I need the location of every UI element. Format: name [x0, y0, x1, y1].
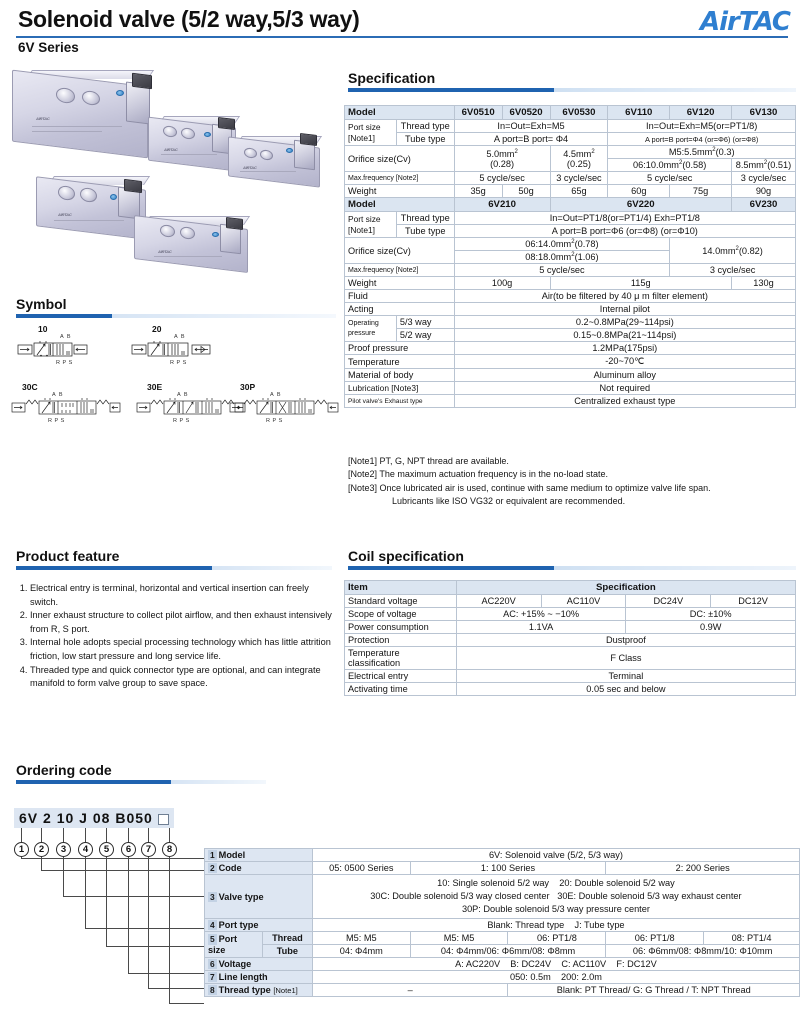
symbol-30P — [228, 382, 340, 424]
symbol-ports-ab: A B — [174, 334, 186, 340]
port-size-label: Port size [Note1] — [345, 120, 397, 146]
maxfreq-label: Max.frequency [Note2] — [345, 172, 455, 185]
note-3b: Lubricants like ISO VG32 or equivalent are recommended. — [392, 496, 626, 507]
table-row — [205, 958, 800, 971]
note-3: [Note3] Once lubricated air is used, continue with same medium to optimize valve life span. — [348, 482, 711, 493]
tube-row-label: Tube — [262, 945, 312, 958]
coil-specification-bar — [348, 566, 796, 570]
model-cell: 6V220 — [550, 198, 731, 212]
symbol-section-title: Symbol — [16, 296, 67, 312]
table-row — [345, 225, 796, 238]
table-row — [205, 849, 800, 862]
voltage-value: DC24V — [626, 595, 711, 608]
specification-section-bar — [348, 88, 796, 92]
table-row — [345, 133, 796, 146]
table-row — [345, 634, 796, 647]
indicator-dot — [212, 232, 219, 237]
tube-type-label: Tube type — [396, 133, 454, 146]
symbol-20 — [130, 324, 228, 366]
specification-section — [348, 70, 796, 92]
tube-type-label: Tube type — [396, 225, 454, 238]
weight-value: 130g — [731, 277, 795, 290]
indicator-dot — [286, 148, 293, 153]
thread-type-left: – — [312, 984, 508, 997]
symbol-section-bar — [16, 314, 336, 318]
thread-value: 08: PT1/4 — [704, 932, 800, 945]
ordering-circle-8: 8 — [162, 842, 177, 857]
proof-pressure-label: Proof pressure — [345, 342, 455, 355]
valve-type-line-1: 10: Single solenoid 5/2 way 20: Double solenoid 5/2 way — [437, 878, 675, 888]
valve-photo-2: AIRTAC — [148, 116, 248, 176]
protection-value: Dustproof — [456, 634, 795, 647]
orifice-85-value: $8.5mm^2(0.51)$ — [731, 159, 795, 172]
voltage-value: DC12V — [711, 595, 796, 608]
scope-voltage-label: Scope of voltage — [345, 608, 457, 621]
orifice-value-2: $4.5mm^2$ (0.25) — [550, 146, 608, 172]
orifice-08-value-b: $08:18.0mm^2(1.06)$ — [454, 251, 670, 264]
leader-v-6 — [128, 857, 129, 973]
scope-ac-value: AC: +15% ~ −10% — [456, 608, 626, 621]
electrical-entry-value: Terminal — [456, 670, 795, 683]
table-row — [345, 382, 796, 395]
symbol-ports-rps: R P S — [56, 360, 73, 366]
table-row — [345, 316, 796, 329]
product-photo-group — [6, 58, 336, 288]
symbol-code-label: 30C — [22, 382, 38, 392]
coil-specification-table — [344, 580, 796, 696]
thread-value: 06: PT1/8 — [606, 932, 704, 945]
table-row — [345, 264, 796, 277]
activating-time-label: Activating time — [345, 683, 457, 696]
table-row — [345, 198, 796, 212]
tube-value: 04: Φ4mm — [312, 945, 410, 958]
list-item: 3. Internal hole adopts special processing technology which has little attrition friction, low start pressure and long service life. — [30, 636, 336, 663]
coil-item-header: Item — [345, 581, 457, 595]
leader-stem — [63, 828, 64, 842]
model-cell: 6V0530 — [550, 106, 608, 120]
ordering-circle-3: 3 — [56, 842, 71, 857]
ordering-code-label: 2 Code — [205, 862, 313, 875]
ordering-circle-1: 1 — [14, 842, 29, 857]
orifice-right-value-b: $14.0mm^2(0.82)$ — [670, 238, 796, 264]
table-row — [345, 395, 796, 408]
code-part-6: B — [115, 810, 127, 826]
leader-v-5 — [106, 857, 107, 946]
ordering-code-value: 1: 100 Series — [410, 862, 606, 875]
leader-stem — [21, 828, 22, 842]
code-part-1: 6V — [19, 810, 39, 826]
code-part-4: J — [79, 810, 88, 826]
thread-right-value: In=Out=Exh=M5(or=PT1/8) — [608, 120, 796, 133]
specification-notes — [348, 455, 798, 509]
temp-class-label: Temperature classification — [345, 647, 457, 670]
fluid-label: Fluid — [345, 290, 455, 303]
ordering-valve-type-value — [312, 875, 799, 919]
valve-photo-5: AIRTAC — [134, 216, 262, 278]
code-part-5: 08 — [92, 810, 111, 826]
leader-stem — [41, 828, 42, 842]
weight-value: 90g — [731, 185, 795, 198]
coil-specification-section — [348, 548, 796, 570]
table-row — [205, 862, 800, 875]
pilot-exhaust-value: Centralized exhaust type — [454, 395, 795, 408]
power-consumption-label: Power consumption — [345, 621, 457, 634]
leader-v-7 — [148, 857, 149, 988]
symbol-ports-rps: R P S — [48, 418, 65, 424]
temperature-value: -20~70℃ — [454, 355, 795, 369]
ordering-port-size-label: 5 Port size — [205, 932, 263, 958]
freq-value: 3 cycle/sec — [731, 172, 795, 185]
acting-label: Acting — [345, 303, 455, 316]
symbol-ports-ab: A B — [52, 392, 64, 398]
ordering-thread-type-label: 8 Thread type [Note1] — [205, 984, 313, 997]
coil-table-wrap — [344, 580, 796, 696]
model-cell: 6V110 — [608, 106, 670, 120]
symbol-ports-rps: R P S — [266, 418, 283, 424]
list-item: 4. Threaded type and quick connector type are optional, and can integrate manifold to form valve group to save space. — [30, 664, 336, 691]
symbol-diagram-20 — [130, 340, 228, 360]
product-feature-section — [16, 548, 332, 570]
specification-table — [344, 105, 796, 408]
proof-pressure-value: 1.2MPa(175psi) — [454, 342, 795, 355]
table-row — [345, 670, 796, 683]
symbol-ports-ab: A B — [60, 334, 72, 340]
op-53-value: 0.2~0.8MPa(29~114psi) — [454, 316, 795, 329]
code-part-2: 2 — [43, 810, 52, 826]
model-cell: 6V0520 — [502, 106, 550, 120]
maxfreq-label: Max.frequency [Note2] — [345, 264, 455, 277]
table-row — [345, 277, 796, 290]
ordering-line-length-label: 7 Line length — [205, 971, 313, 984]
leader-h-7 — [148, 988, 204, 989]
ordering-model-label: 1 Model — [205, 849, 313, 862]
model-cell: 6V0510 — [454, 106, 502, 120]
list-item: 1. Electrical entry is terminal, horizontal and vertical insertion can freely switch. — [30, 582, 336, 609]
table-row — [345, 238, 796, 251]
temp-class-value: F Class — [456, 647, 795, 670]
tube-left-value: A port=B port= Φ4 — [454, 133, 608, 146]
ordering-code-value: 2: 200 Series — [606, 862, 800, 875]
ordering-code-table — [204, 848, 800, 997]
table-row — [345, 290, 796, 303]
table-row — [205, 945, 800, 958]
table-row — [345, 303, 796, 316]
code-part-3: 10 — [56, 810, 75, 826]
table-row — [345, 172, 796, 185]
table-row — [345, 595, 796, 608]
orifice-06-value: $06:10.0mm^2(0.58)$ — [608, 159, 732, 172]
op-52-label: 5/2 way — [396, 329, 454, 342]
table-row — [345, 329, 796, 342]
weight-value: 65g — [550, 185, 608, 198]
valve-photo-3: AIRTAC — [228, 136, 334, 194]
lubrication-label: Lubrication [Note3] — [345, 382, 455, 395]
op-52-value: 0.15~0.8MPa(21~114psi) — [454, 329, 795, 342]
table-row — [345, 342, 796, 355]
ordering-voltage-label: 6 Voltage — [205, 958, 313, 971]
model-header-label: Model — [345, 106, 455, 120]
indicator-dot — [204, 132, 211, 137]
thread-value: M5: M5 — [410, 932, 508, 945]
series-label: 6V Series — [18, 40, 79, 55]
thread-value: 06: PT1/8 — [508, 932, 606, 945]
symbol-ports-ab: A B — [177, 392, 189, 398]
thread-type-label: Thread type — [396, 120, 454, 133]
symbol-30C — [10, 382, 122, 424]
leader-v-2 — [41, 857, 42, 870]
leader-h-2 — [41, 870, 204, 871]
freq-value-b: 3 cycle/sec — [670, 264, 796, 277]
table-row — [205, 875, 800, 919]
freq-value: 5 cycle/sec — [454, 172, 550, 185]
model-cell: 6V230 — [731, 198, 795, 212]
orifice-value-1: $5.0mm^2$ (0.28) — [454, 146, 550, 172]
valve-type-line-3: 30P: Double solenoid 5/3 way pressure center — [461, 904, 650, 914]
weight-value: 75g — [670, 185, 732, 198]
weight-label: Weight — [345, 277, 455, 290]
table-row — [345, 212, 796, 225]
leader-v-3 — [63, 857, 64, 896]
code-part-8-box[interactable] — [158, 814, 169, 825]
material-label: Material of body — [345, 369, 455, 382]
ordering-voltage-value: A: AC220V B: DC24V C: AC110V F: DC12V — [312, 958, 799, 971]
weight-value: 115g — [550, 277, 731, 290]
thread-type-label: Thread type — [396, 212, 454, 225]
symbol-diagram-30C — [10, 398, 122, 418]
logo-text: AirTAC — [700, 7, 790, 37]
leader-h-6 — [128, 973, 204, 974]
thread-value: M5: M5 — [312, 932, 410, 945]
orifice-label: Orifice size(Cv) — [345, 238, 455, 264]
coil-specification-title: Coil specification — [348, 548, 464, 564]
leader-v-4 — [85, 857, 86, 928]
ordering-port-type-label: 4 Port type — [205, 919, 313, 932]
table-row — [345, 120, 796, 133]
symbol-code-label: 30E — [147, 382, 163, 392]
valve-photo-4: AIRTAC — [36, 176, 160, 242]
voltage-value: AC110V — [541, 595, 626, 608]
material-value: Aluminum alloy — [454, 369, 795, 382]
note-2: [Note2] The maximum actuation frequency is in the no-load state. — [348, 469, 608, 480]
table-row — [345, 369, 796, 382]
ordering-code-value: 05: 0500 Series — [312, 862, 410, 875]
valve-type-line-2: 30C: Double solenoid 5/3 way closed center 30E: Double solenoid 5/3 way exhaust center — [370, 891, 742, 901]
ordering-code-example — [14, 808, 174, 828]
page-title: Solenoid valve (5/2 way,5/3 way) — [18, 6, 360, 32]
model-cell: 6V210 — [454, 198, 550, 212]
table-row — [345, 621, 796, 634]
leader-stem — [128, 828, 129, 842]
leader-h-5 — [106, 946, 204, 947]
specification-table-wrap — [344, 105, 796, 408]
acting-value: Internal pilot — [454, 303, 795, 316]
ordering-code-title: Ordering code — [16, 762, 112, 778]
page-header — [0, 0, 804, 55]
lubrication-value: Not required — [454, 382, 795, 395]
leader-h-8 — [169, 1003, 204, 1004]
standard-voltage-label: Standard voltage — [345, 595, 457, 608]
ordering-code-bar — [16, 780, 266, 784]
model-cell: 6V130 — [731, 106, 795, 120]
ordering-valve-type-label: 3 Valve type — [205, 875, 313, 919]
ordering-circle-6: 6 — [121, 842, 136, 857]
power-ac-value: 1.1VA — [456, 621, 626, 634]
indicator-dot — [110, 194, 117, 200]
table-row — [345, 106, 796, 120]
model-cell: 6V120 — [670, 106, 732, 120]
thread-type-right: Blank: PT Thread/ G: G Thread / T: NPT Thread — [508, 984, 800, 997]
symbol-ports-rps: R P S — [170, 360, 187, 366]
symbol-code-label: 30P — [240, 382, 256, 392]
power-dc-value: 0.9W — [626, 621, 796, 634]
fluid-value: Air(to be filtered by 40 μ m filter element) — [454, 290, 795, 303]
tube-value: 06: Φ6mm/08: Φ8mm/10: Φ10mm — [606, 945, 800, 958]
coil-spec-header: Specification — [456, 581, 795, 595]
specification-section-title: Specification — [348, 70, 436, 86]
weight-label: Weight — [345, 185, 455, 198]
table-row — [205, 919, 800, 932]
product-feature-list — [16, 582, 336, 691]
orifice-06-value-b: $06:14.0mm^2(0.78)$ — [454, 238, 670, 251]
ordering-circle-4: 4 — [78, 842, 93, 857]
thread-value-b: In=Out=PT1/8(or=PT1/4) Exh=PT1/8 — [454, 212, 795, 225]
weight-value: 35g — [454, 185, 502, 198]
freq-value-b: 5 cycle/sec — [454, 264, 670, 277]
leader-stem — [85, 828, 86, 842]
op-53-label: 5/3 way — [396, 316, 454, 329]
ordering-port-type-value: Blank: Thread type J: Tube type — [312, 919, 799, 932]
ordering-model-value: 6V: Solenoid valve (5/2, 5/3 way) — [312, 849, 799, 862]
voltage-value: AC220V — [456, 595, 541, 608]
ordering-circle-5: 5 — [99, 842, 114, 857]
table-row — [205, 984, 800, 997]
tube-right-value: A port=B port=Φ4 (or=Φ6) (or=Φ8) — [608, 133, 796, 146]
tube-value-b: A port=B port=Φ6 (or=Φ8) (or=Φ10) — [454, 225, 795, 238]
thread-left-value: In=Out=Exh=M5 — [454, 120, 608, 133]
freq-value: 5 cycle/sec — [608, 172, 732, 185]
ordering-line-length-value: 050: 0.5m 200: 2.0m — [312, 971, 799, 984]
freq-value: 3 cycle/sec — [550, 172, 608, 185]
leader-h-1 — [21, 858, 204, 859]
table-row — [205, 971, 800, 984]
weight-value: 100g — [454, 277, 550, 290]
ordering-circle-7: 7 — [141, 842, 156, 857]
airtac-logo — [700, 7, 790, 37]
ordering-circle-2: 2 — [34, 842, 49, 857]
thread-row-label: Thread — [262, 932, 312, 945]
table-row — [345, 185, 796, 198]
table-row — [205, 932, 800, 945]
symbol-section — [16, 296, 336, 318]
table-row — [345, 355, 796, 369]
weight-value: 50g — [502, 185, 550, 198]
pilot-exhaust-label: Pilot valve's Exhaust type — [345, 395, 455, 408]
leader-stem — [148, 828, 149, 842]
leader-stem — [169, 828, 170, 842]
note-1: [Note1] PT, G, NPT thread are available. — [348, 456, 509, 466]
weight-value: 60g — [608, 185, 670, 198]
scope-dc-value: DC: ±10% — [626, 608, 796, 621]
list-item: 2. Inner exhaust structure to collect pilot airflow, and then exhaust intensively from R, S port. — [30, 609, 336, 636]
leader-h-4 — [85, 928, 204, 929]
orifice-m5-value: $M5:5.5mm^2(0.3)$ — [608, 146, 796, 159]
symbol-code-label: 10 — [38, 324, 48, 334]
model-header-label: Model — [345, 198, 455, 212]
symbol-ports-ab: A B — [270, 392, 282, 398]
activating-time-value: 0.05 sec and below — [456, 683, 795, 696]
header-divider — [16, 36, 788, 38]
ordering-code-section — [16, 762, 266, 784]
temperature-label: Temperature — [345, 355, 455, 369]
tube-value: 04: Φ4mm/06: Φ6mm/08: Φ8mm — [410, 945, 606, 958]
symbol-diagram-10 — [16, 340, 106, 360]
symbol-10 — [16, 324, 106, 366]
operating-pressure-label: Operating pressure — [345, 316, 397, 342]
protection-label: Protection — [345, 634, 457, 647]
indicator-dot — [116, 90, 124, 96]
table-row — [345, 683, 796, 696]
code-part-7: 050 — [126, 810, 153, 826]
symbol-ports-rps: R P S — [173, 418, 190, 424]
port-size-label: Port size [Note1] — [345, 212, 397, 238]
valve-photo-1: AIRTAC — [12, 70, 162, 160]
table-row — [345, 581, 796, 595]
symbol-code-label: 20 — [152, 324, 162, 334]
electrical-entry-label: Electrical entry — [345, 670, 457, 683]
table-row — [345, 146, 796, 159]
ordering-table-wrap — [204, 848, 800, 997]
orifice-label: Orifice size(Cv) — [345, 146, 455, 172]
table-row — [345, 608, 796, 621]
leader-stem — [106, 828, 107, 842]
leader-v-8 — [169, 857, 170, 1003]
product-feature-bar — [16, 566, 332, 570]
symbol-diagram-30P — [228, 398, 340, 418]
product-feature-title: Product feature — [16, 548, 120, 564]
table-row — [345, 647, 796, 670]
